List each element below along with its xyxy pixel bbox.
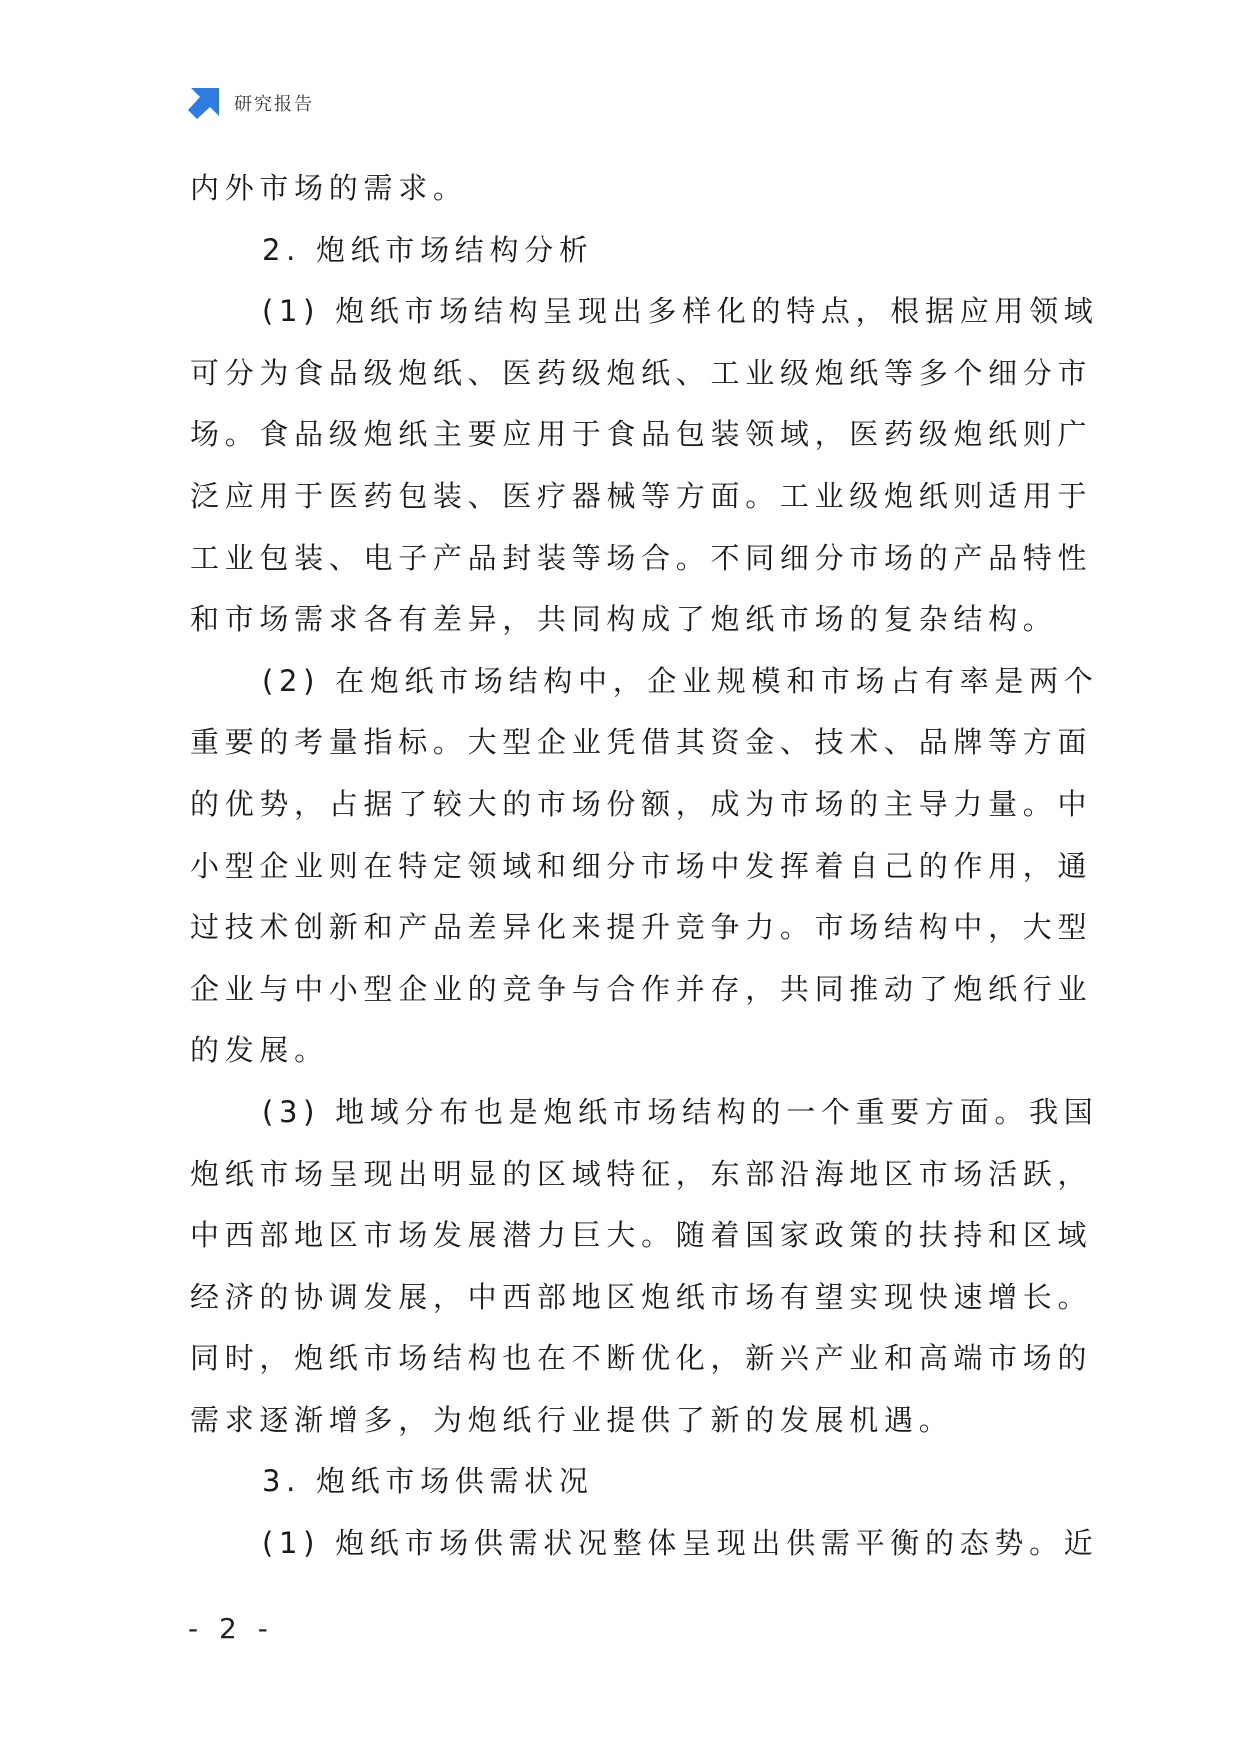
page-number: - 2 - (188, 1612, 274, 1645)
text-line: (2) 在炮纸市场结构中，企业规模和市场占有率是两个 (262, 663, 1099, 698)
text-line: 过技术创新和产品差异化来提升竞争力。市场结构中，大型 (190, 910, 1093, 945)
text-line: 场。食品级炮纸主要应用于食品包装领域，医药级炮纸则广 (190, 417, 1093, 452)
text-line: (1) 炮纸市场供需状况整体呈现出供需平衡的态势。近 (262, 1526, 1099, 1561)
section-heading: 2. 炮纸市场结构分析 (262, 232, 594, 267)
text-line: 同时，炮纸市场结构也在不断优化，新兴产业和高端市场的 (190, 1341, 1093, 1376)
text-line: 可分为食品级炮纸、医药级炮纸、工业级炮纸等多个细分市 (190, 355, 1093, 390)
text-line: 泛应用于医药包装、医疗器械等方面。工业级炮纸则适用于 (190, 478, 1093, 513)
page-header (188, 86, 314, 120)
text-line: 经济的协调发展，中西部地区炮纸市场有望实现快速增长。 (190, 1279, 1093, 1314)
text-line: 需求逐渐增多，为炮纸行业提供了新的发展机遇。 (190, 1402, 954, 1437)
text-line: 工业包装、电子产品封装等场合。不同细分市场的产品特性 (190, 540, 1093, 575)
text-line: 的优势，占据了较大的市场份额，成为市场的主导力量。中 (190, 786, 1093, 821)
text-line: 小型企业则在特定领域和细分市场中发挥着自己的作用，通 (190, 848, 1093, 883)
text-line: 中西部地区市场发展潜力巨大。随着国家政策的扶持和区域 (190, 1218, 1093, 1253)
arrow-up-right-icon (188, 87, 220, 119)
text-line: (3) 地域分布也是炮纸市场结构的一个重要方面。我国 (262, 1094, 1099, 1129)
text-line: 企业与中小型企业的竞争与合作并存，共同推动了炮纸行业 (190, 971, 1093, 1006)
text-line: 的发展。 (190, 1033, 329, 1068)
header-title: 研究报告 (234, 94, 314, 115)
text-line: (1) 炮纸市场结构呈现出多样化的特点，根据应用领域 (262, 294, 1099, 329)
text-line: 和市场需求各有差异，共同构成了炮纸市场的复杂结构。 (190, 602, 1058, 637)
text-line: 内外市场的需求。 (190, 171, 468, 205)
document-body (190, 158, 1099, 1575)
text-line: 重要的考量指标。大型企业凭借其资金、技术、品牌等方面 (190, 725, 1093, 760)
text-line: 炮纸市场呈现出明显的区域特征，东部沿海地区市场活跃， (190, 1156, 1093, 1191)
section-heading: 3. 炮纸市场供需状况 (262, 1464, 594, 1499)
